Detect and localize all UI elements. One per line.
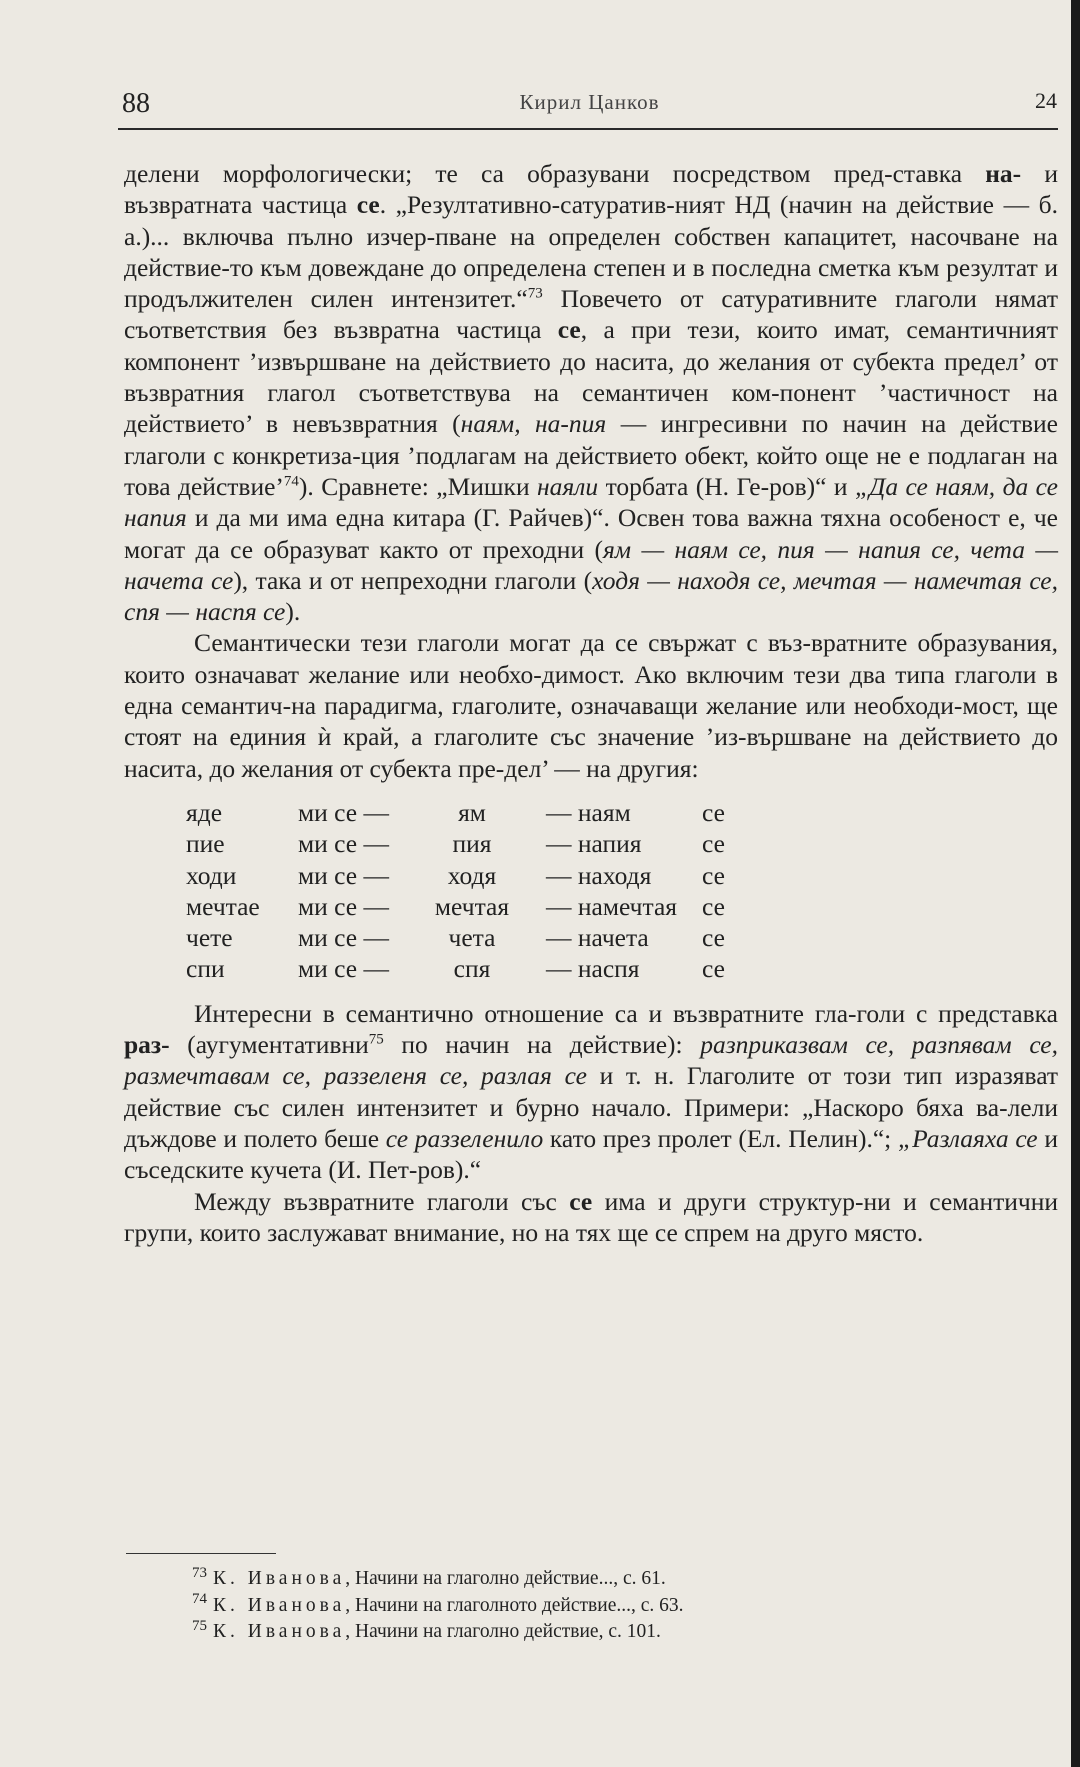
verb-cell: ходя	[447, 860, 497, 890]
verb-cell: ми се —	[298, 923, 389, 953]
verb-cell: мечтая	[434, 891, 510, 921]
verb-row	[186, 891, 729, 922]
footnote-number: 73	[192, 1564, 207, 1581]
footnote-number: 74	[192, 1591, 207, 1607]
verb-cell: — напия	[546, 829, 642, 859]
footnote-ref-75: 75	[368, 1031, 384, 1048]
verb-cell: се	[702, 891, 725, 921]
body-text	[124, 158, 1058, 1248]
footnote-source: , Начини на глаголното действие..., с. 63.	[345, 1594, 684, 1616]
footnotes	[124, 1553, 1058, 1646]
header-rule	[118, 128, 1058, 130]
verb-cell: се	[702, 860, 725, 890]
verb-row	[186, 922, 729, 953]
verb-cell: се	[702, 797, 725, 827]
verb-cell: — наям	[546, 797, 631, 827]
verb-row	[186, 953, 729, 984]
verb-cell: ми се —	[298, 954, 389, 984]
footnote-author: К. Иванова	[213, 1621, 346, 1642]
verb-cell: се	[702, 923, 725, 953]
footnote-ref-74: 74	[283, 473, 299, 490]
verb-cell: мечтае	[186, 891, 260, 921]
footnote-rule	[126, 1553, 276, 1554]
running-title: Кирил Цанков	[519, 90, 660, 114]
footnote-75	[124, 1619, 1058, 1646]
verb-cell: — наспя	[546, 954, 640, 984]
verb-cell: спя	[453, 954, 491, 984]
verb-cell: чете	[186, 923, 233, 953]
footnote-author: К. Иванова	[213, 1568, 346, 1589]
verb-cell: ям	[458, 797, 486, 827]
footnote-source: , Начини на глаголно действие..., с. 61.	[345, 1568, 666, 1589]
page-edge-shadow	[1071, 0, 1080, 1767]
footnote-number: 75	[192, 1617, 207, 1634]
verb-cell: ми се —	[298, 829, 389, 859]
footnote-74	[124, 1593, 1058, 1620]
paragraph-2: Семантически тези глаголи могат да се свържат с въз-вратните образувания, които означават желание или необхо-димост. Ако включим тези два типа глаголи в една семантич-на парадигма, глаголите, означаващи желание или необходи-мост, ще стоят на единия ѝ край, а глаголите със значение ’из-вършване на действието до насита, до желания от субекта пре-дел’ — на другия:	[124, 628, 1058, 783]
paragraph-3: Интересни в семантично отношение са и възвратните гла-голи с представка раз- (аугументативни$^{75}$ по начин на действие): разприказвам се, разпявам се, размечтавам се, раззеленя се, разлая се и т. н. Глаголите от този тип изразяват действие със силен интензитет и бурно начало. Примери: „Наскоро бяха ва-лели дъждове и полето беше се раззеленило като през пролет (Ел. Пелин).“; „Разлаяха се и съседските кучета (И. Пет-ров).“	[124, 998, 1059, 1185]
paragraph-1: делени морфологически; те са образувани посредством пред-ставка на- и възвратната частица се. „Резултативно-сатуратив-ният НД (начин на действие — б. а.)... включва пълно изчер-пване на определен собствен капацитет, насочване на действие-то към довеждане до определена степен и в последна сметка към резултат и продължителен силен интензитет.“$^{73}$ Повечето от сатуративните глаголи нямат съответствия без възвратна частица се, а при тези, които имат, семантичният компонент ’извършване на действието до насита, до желания от субекта предел’ от възвратния глагол съответствува на семантичен ком-понент ’частичност на действието’ в невъзвратния (наям, на-пия — ингресивни по начин на действие глаголи с конкретиза-ция ’подлагам на действието обект, който още не е подлаган на това действие’$^{74}$). Сравнете: „Мишки наяли торбата (Н. Ге-ров)“ и „Да се наям, да се напия и да ми има една китара (Г. Райчев)“. Освен това важна тяхна особеност е, че могат да се образуват както от преходни (ям — наям се, пия — напия се, чета — начета се), така и от непреходни глаголи (ходя — находя се, мечтая — намечтая се, спя — наспя се).	[124, 159, 1059, 627]
verb-cell: ми се —	[298, 797, 389, 827]
verb-cell: ми се —	[298, 891, 389, 921]
verb-row	[186, 860, 729, 891]
verb-cell: пия	[452, 829, 492, 859]
chapter-mark: 24	[1035, 88, 1057, 113]
verb-cell: ми се —	[298, 860, 389, 890]
footnote-source: , Начини на глаголно действие, с. 101.	[345, 1621, 661, 1642]
verb-cell: — намечтая	[546, 891, 677, 921]
verb-cell: — находя	[546, 860, 652, 890]
verb-row	[186, 797, 729, 828]
verb-cell: чета	[448, 923, 496, 953]
footnote-ref-73: 73	[527, 285, 543, 302]
verb-cell: яде	[186, 797, 223, 827]
verb-cell: спи	[186, 954, 225, 984]
footnote-73	[124, 1566, 1058, 1593]
verb-cell: се	[702, 829, 725, 859]
page-header	[122, 82, 1057, 122]
verb-cell: ходи	[186, 860, 237, 890]
paragraph-4: Между възвратните глаголи със се има и други структур-ни и семантични групи, които заслужават внимание, но на тях ще се спрем на друго място.	[124, 1186, 1058, 1247]
verb-cell: пие	[186, 829, 225, 859]
verb-row	[186, 828, 729, 859]
page-number: 88	[122, 88, 150, 119]
footnote-author: К. Иванова	[213, 1594, 346, 1616]
verb-cell: се	[702, 954, 725, 984]
verb-paradigm-table	[186, 797, 729, 985]
verb-cell: — начета	[546, 923, 649, 953]
